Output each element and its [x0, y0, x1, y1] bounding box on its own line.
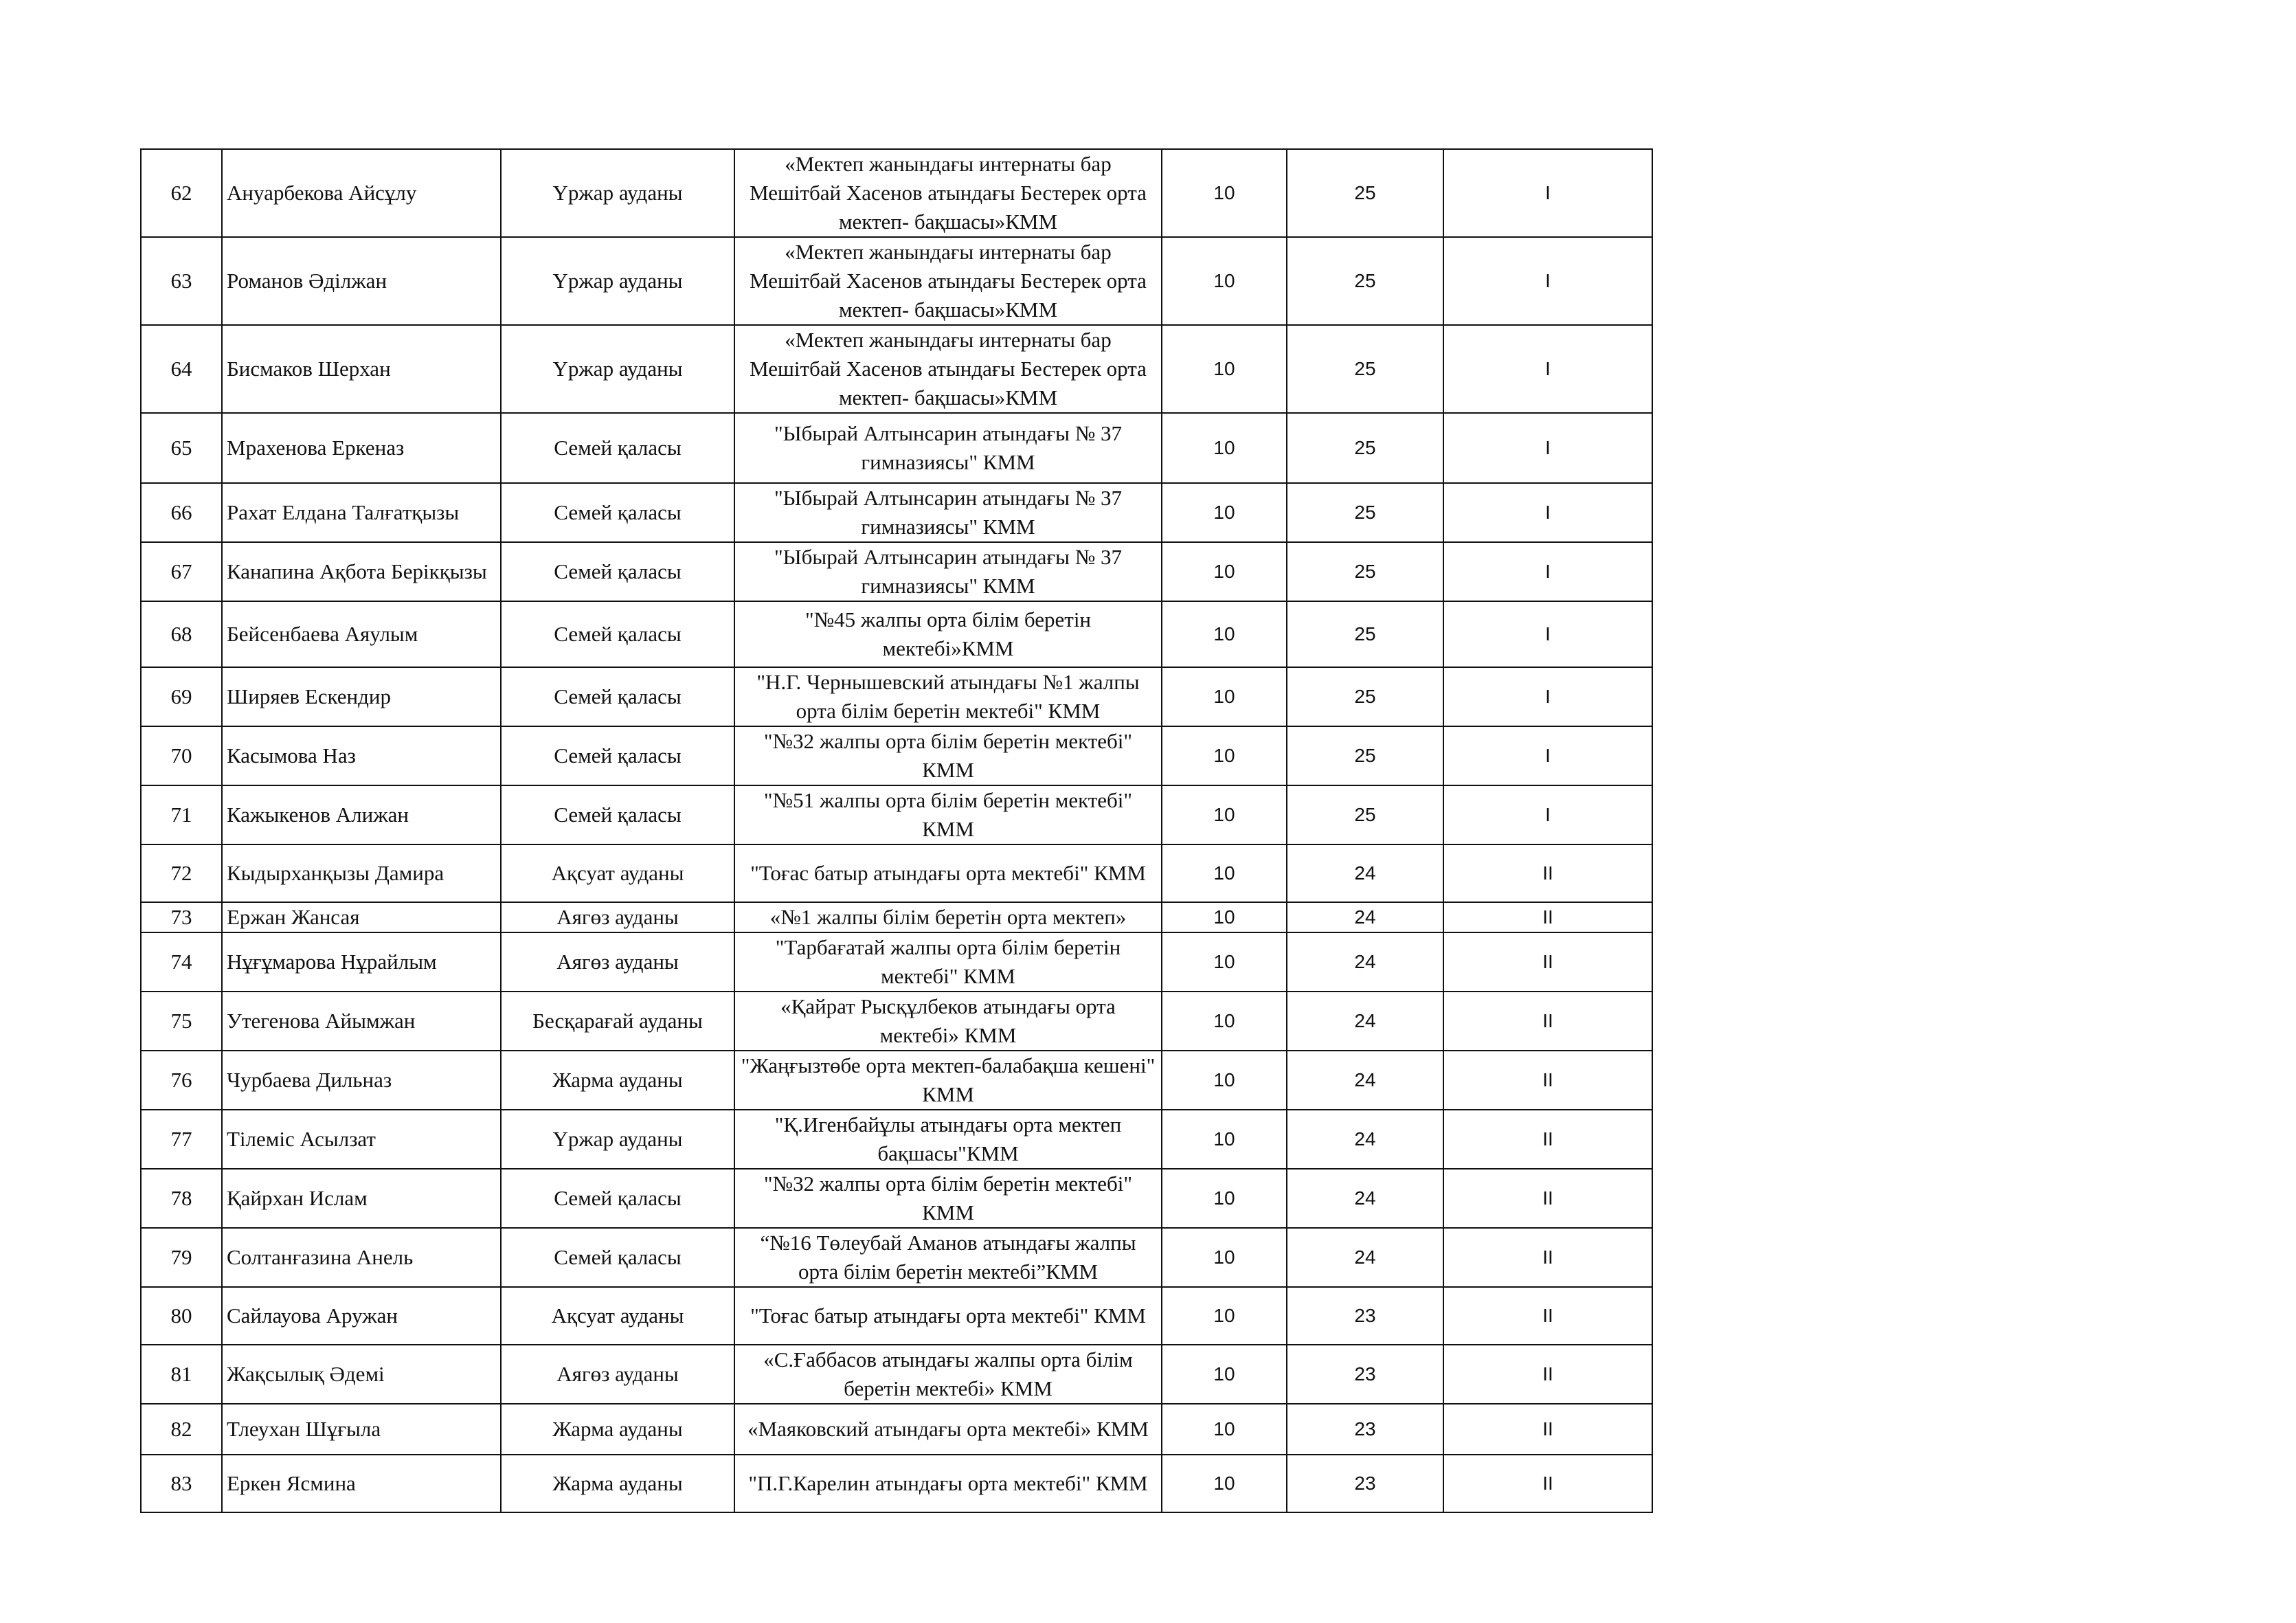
student-name-cell: Жақсылық Әдемі	[222, 1345, 501, 1404]
place-cell: II	[1443, 1228, 1652, 1287]
grade-cell: 10	[1162, 726, 1287, 785]
score-cell: 25	[1287, 601, 1443, 667]
district-cell: Ақсуат ауданы	[501, 1287, 734, 1345]
place-cell: I	[1443, 325, 1652, 413]
score-cell: 24	[1287, 902, 1443, 932]
school-name-cell: "Жаңғызтөбе орта мектеп-балабақша кешені" КММ	[734, 1051, 1162, 1110]
score-cell: 25	[1287, 542, 1443, 601]
place-cell: II	[1443, 1051, 1652, 1110]
row-number-cell: 72	[141, 844, 222, 902]
student-name-cell: Сайлауова Аружан	[222, 1287, 501, 1345]
grade-cell: 10	[1162, 667, 1287, 726]
row-number-cell: 80	[141, 1287, 222, 1345]
district-cell: Семей қаласы	[501, 667, 734, 726]
score-cell: 24	[1287, 1169, 1443, 1228]
place-cell: II	[1443, 1345, 1652, 1404]
place-cell: I	[1443, 413, 1652, 483]
score-cell: 24	[1287, 932, 1443, 992]
table-row	[141, 1228, 1652, 1287]
place-cell: I	[1443, 149, 1652, 237]
results-table	[140, 148, 1653, 1513]
school-name-cell: «Маяковский атындағы орта мектебі» КММ	[734, 1404, 1162, 1455]
district-cell: Үржар ауданы	[501, 325, 734, 413]
score-cell: 23	[1287, 1404, 1443, 1455]
school-name-cell: "№32 жалпы орта білім беретін мектебі" КММ	[734, 726, 1162, 785]
district-cell: Семей қаласы	[501, 483, 734, 542]
grade-cell: 10	[1162, 1287, 1287, 1345]
row-number-cell: 65	[141, 413, 222, 483]
grade-cell: 10	[1162, 1345, 1287, 1404]
row-number-cell: 71	[141, 785, 222, 844]
table-row	[141, 1455, 1652, 1512]
student-name-cell: Еркен Ясмина	[222, 1455, 501, 1512]
student-name-cell: Чурбаева Дильназ	[222, 1051, 501, 1110]
student-name-cell: Мрахенова Еркеназ	[222, 413, 501, 483]
grade-cell: 10	[1162, 992, 1287, 1051]
student-name-cell: Нұғұмарова Нұрайлым	[222, 932, 501, 992]
table-row	[141, 1345, 1652, 1404]
score-cell: 24	[1287, 1110, 1443, 1169]
district-cell: Семей қаласы	[501, 413, 734, 483]
table-row	[141, 1287, 1652, 1345]
place-cell: II	[1443, 1455, 1652, 1512]
row-number-cell: 76	[141, 1051, 222, 1110]
district-cell: Аягөз ауданы	[501, 902, 734, 932]
table-row	[141, 413, 1652, 483]
student-name-cell: Солтанғазина Анель	[222, 1228, 501, 1287]
score-cell: 24	[1287, 1228, 1443, 1287]
row-number-cell: 79	[141, 1228, 222, 1287]
student-name-cell: Ануарбекова Айсұлу	[222, 149, 501, 237]
score-cell: 23	[1287, 1287, 1443, 1345]
score-cell: 25	[1287, 413, 1443, 483]
place-cell: II	[1443, 1110, 1652, 1169]
table-row	[141, 667, 1652, 726]
grade-cell: 10	[1162, 1228, 1287, 1287]
score-cell: 25	[1287, 483, 1443, 542]
grade-cell: 10	[1162, 237, 1287, 325]
student-name-cell: Ширяев Ескендир	[222, 667, 501, 726]
school-name-cell: «С.Ғаббасов атындағы жалпы орта білім беретін мектебі» КММ	[734, 1345, 1162, 1404]
school-name-cell: «Мектеп жанындағы интернаты бар Мешітбай Хасенов атындағы Бестерек орта мектеп- бақшасы»КММ	[734, 237, 1162, 325]
row-number-cell: 62	[141, 149, 222, 237]
place-cell: I	[1443, 601, 1652, 667]
school-name-cell: "№32 жалпы орта білім беретін мектебі" КММ	[734, 1169, 1162, 1228]
grade-cell: 10	[1162, 1169, 1287, 1228]
place-cell: I	[1443, 785, 1652, 844]
place-cell: II	[1443, 992, 1652, 1051]
row-number-cell: 78	[141, 1169, 222, 1228]
school-name-cell: "Ыбырай Алтынсарин атындағы № 37 гимназиясы" КММ	[734, 542, 1162, 601]
school-name-cell: "Ыбырай Алтынсарин атындағы № 37 гимназиясы" КММ	[734, 483, 1162, 542]
district-cell: Үржар ауданы	[501, 149, 734, 237]
school-name-cell: "№45 жалпы орта білім беретін мектебі»КММ	[734, 601, 1162, 667]
student-name-cell: Қайрхан Ислам	[222, 1169, 501, 1228]
district-cell: Үржар ауданы	[501, 237, 734, 325]
district-cell: Ақсуат ауданы	[501, 844, 734, 902]
score-cell: 24	[1287, 844, 1443, 902]
school-name-cell: «Мектеп жанындағы интернаты бар Мешітбай Хасенов атындағы Бестерек орта мектеп- бақшасы»КММ	[734, 149, 1162, 237]
row-number-cell: 75	[141, 992, 222, 1051]
grade-cell: 10	[1162, 483, 1287, 542]
student-name-cell: Романов Әділжан	[222, 237, 501, 325]
grade-cell: 10	[1162, 785, 1287, 844]
score-cell: 25	[1287, 325, 1443, 413]
row-number-cell: 73	[141, 902, 222, 932]
student-name-cell: Рахат Елдана Талғатқызы	[222, 483, 501, 542]
grade-cell: 10	[1162, 902, 1287, 932]
school-name-cell: "Ыбырай Алтынсарин атындағы № 37 гимназиясы" КММ	[734, 413, 1162, 483]
table-row	[141, 932, 1652, 992]
school-name-cell: "Тарбағатай жалпы орта білім беретін мектебі" КММ	[734, 932, 1162, 992]
student-name-cell: Тлеухан Шұғыла	[222, 1404, 501, 1455]
row-number-cell: 70	[141, 726, 222, 785]
grade-cell: 10	[1162, 844, 1287, 902]
student-name-cell: Бейсенбаева Аяулым	[222, 601, 501, 667]
district-cell: Жарма ауданы	[501, 1051, 734, 1110]
place-cell: I	[1443, 667, 1652, 726]
district-cell: Семей қаласы	[501, 1228, 734, 1287]
grade-cell: 10	[1162, 413, 1287, 483]
student-name-cell: Утегенова Айымжан	[222, 992, 501, 1051]
grade-cell: 10	[1162, 601, 1287, 667]
place-cell: I	[1443, 483, 1652, 542]
district-cell: Бесқарағай ауданы	[501, 992, 734, 1051]
table-row	[141, 785, 1652, 844]
table-row	[141, 726, 1652, 785]
table-row	[141, 149, 1652, 237]
grade-cell: 10	[1162, 1110, 1287, 1169]
row-number-cell: 81	[141, 1345, 222, 1404]
table-row	[141, 237, 1652, 325]
score-cell: 24	[1287, 992, 1443, 1051]
results-table-body	[141, 149, 1652, 1512]
grade-cell: 10	[1162, 325, 1287, 413]
district-cell: Семей қаласы	[501, 1169, 734, 1228]
score-cell: 24	[1287, 1051, 1443, 1110]
school-name-cell: "Тоғас батыр атындағы орта мектебі" КММ	[734, 844, 1162, 902]
grade-cell: 10	[1162, 1051, 1287, 1110]
score-cell: 25	[1287, 726, 1443, 785]
district-cell: Үржар ауданы	[501, 1110, 734, 1169]
table-row	[141, 1051, 1652, 1110]
school-name-cell: "Н.Г. Чернышевский атындағы №1 жалпы орта білім беретін мектебі" КММ	[734, 667, 1162, 726]
place-cell: II	[1443, 844, 1652, 902]
district-cell: Семей қаласы	[501, 601, 734, 667]
row-number-cell: 77	[141, 1110, 222, 1169]
table-row	[141, 325, 1652, 413]
score-cell: 25	[1287, 237, 1443, 325]
table-row	[141, 601, 1652, 667]
school-name-cell: “№16 Төлеубай Аманов атындағы жалпы орта білім беретін мектебі”КММ	[734, 1228, 1162, 1287]
school-name-cell: "Қ.Игенбайұлы атындағы орта мектеп бақшасы"КММ	[734, 1110, 1162, 1169]
district-cell: Жарма ауданы	[501, 1455, 734, 1512]
score-cell: 25	[1287, 785, 1443, 844]
row-number-cell: 82	[141, 1404, 222, 1455]
table-row	[141, 542, 1652, 601]
row-number-cell: 83	[141, 1455, 222, 1512]
score-cell: 23	[1287, 1345, 1443, 1404]
school-name-cell: «Мектеп жанындағы интернаты бар Мешітбай Хасенов атындағы Бестерек орта мектеп- бақшасы»КММ	[734, 325, 1162, 413]
district-cell: Аягөз ауданы	[501, 1345, 734, 1404]
district-cell: Семей қаласы	[501, 726, 734, 785]
district-cell: Семей қаласы	[501, 785, 734, 844]
row-number-cell: 64	[141, 325, 222, 413]
grade-cell: 10	[1162, 542, 1287, 601]
grade-cell: 10	[1162, 932, 1287, 992]
table-row	[141, 1110, 1652, 1169]
student-name-cell: Тілеміс Асылзат	[222, 1110, 501, 1169]
row-number-cell: 67	[141, 542, 222, 601]
row-number-cell: 63	[141, 237, 222, 325]
place-cell: II	[1443, 902, 1652, 932]
place-cell: II	[1443, 1287, 1652, 1345]
school-name-cell: "№51 жалпы орта білім беретін мектебі" КММ	[734, 785, 1162, 844]
table-row	[141, 902, 1652, 932]
place-cell: II	[1443, 932, 1652, 992]
place-cell: I	[1443, 726, 1652, 785]
district-cell: Жарма ауданы	[501, 1404, 734, 1455]
score-cell: 25	[1287, 667, 1443, 726]
school-name-cell: "П.Г.Карелин атындағы орта мектебі" КММ	[734, 1455, 1162, 1512]
table-row	[141, 844, 1652, 902]
score-cell: 23	[1287, 1455, 1443, 1512]
student-name-cell: Кыдырханқызы Дамира	[222, 844, 501, 902]
school-name-cell: "Тоғас батыр атындағы орта мектебі" КММ	[734, 1287, 1162, 1345]
table-row	[141, 483, 1652, 542]
score-cell: 25	[1287, 149, 1443, 237]
student-name-cell: Ержан Жансая	[222, 902, 501, 932]
row-number-cell: 69	[141, 667, 222, 726]
place-cell: I	[1443, 237, 1652, 325]
table-row	[141, 1169, 1652, 1228]
grade-cell: 10	[1162, 149, 1287, 237]
place-cell: I	[1443, 542, 1652, 601]
place-cell: II	[1443, 1169, 1652, 1228]
school-name-cell: «Қайрат Рысқұлбеков атындағы орта мектебі» КММ	[734, 992, 1162, 1051]
row-number-cell: 66	[141, 483, 222, 542]
district-cell: Аягөз ауданы	[501, 932, 734, 992]
district-cell: Семей қаласы	[501, 542, 734, 601]
table-row	[141, 1404, 1652, 1455]
place-cell: II	[1443, 1404, 1652, 1455]
row-number-cell: 68	[141, 601, 222, 667]
student-name-cell: Касымова Наз	[222, 726, 501, 785]
grade-cell: 10	[1162, 1455, 1287, 1512]
grade-cell: 10	[1162, 1404, 1287, 1455]
school-name-cell: «№1 жалпы білім беретін орта мектеп»	[734, 902, 1162, 932]
student-name-cell: Канапина Ақбота Берікқызы	[222, 542, 501, 601]
student-name-cell: Бисмаков Шерхан	[222, 325, 501, 413]
row-number-cell: 74	[141, 932, 222, 992]
table-row	[141, 992, 1652, 1051]
student-name-cell: Кажыкенов Алижан	[222, 785, 501, 844]
